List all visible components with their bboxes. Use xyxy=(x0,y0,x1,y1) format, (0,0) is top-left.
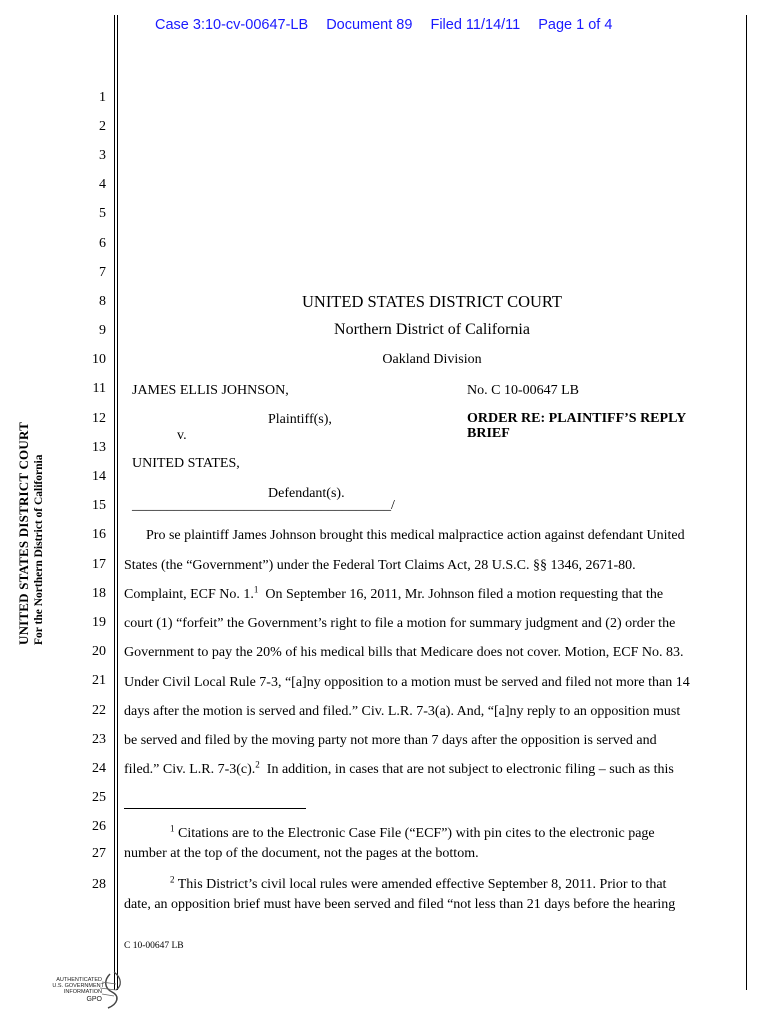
sidebar-district-label xyxy=(33,455,45,645)
line-number: 11 xyxy=(92,381,106,396)
body-line: States (the “Government”) under the Federal Tort Claims Act, 28 U.S.C. §§ 1346, 2671-80. xyxy=(124,558,636,573)
line-number: 7 xyxy=(99,265,106,280)
footnote-ref-2: 2 xyxy=(255,759,260,770)
footnote-2-text: This District’s civil local rules were amended effective September 8, 2011. Prior to that xyxy=(177,877,667,892)
footnote-1-text: Citations are to the Electronic Case File (“ECF”) with pin cites to the electronic page xyxy=(178,826,655,841)
left-margin-rule-1 xyxy=(114,15,115,990)
caption-rule: _____________________________________/ xyxy=(132,498,395,513)
line-number: 26 xyxy=(92,819,106,834)
line-number: 23 xyxy=(92,732,106,747)
filed-date: Filed 11/14/11 xyxy=(430,17,521,33)
line-number: 15 xyxy=(92,498,106,513)
versus: v. xyxy=(177,428,187,443)
footnote-1-line1 xyxy=(170,823,655,842)
sidebar-district: For the Northern District of California xyxy=(33,454,45,645)
ecf-header xyxy=(155,17,626,33)
case-number-caption: No. C 10-00647 LB xyxy=(467,383,579,398)
line-number: 5 xyxy=(99,206,106,221)
page-indicator: Page 1 of 4 xyxy=(538,17,613,33)
body-line: Pro se plaintiff James Johnson brought this medical malpractice action against defendant United xyxy=(146,528,685,543)
line-number: 2 xyxy=(99,119,106,134)
gpo-seal-line3: INFORMATION xyxy=(63,989,102,995)
footnote-mark-1: 1 xyxy=(170,823,175,834)
line-number: 3 xyxy=(99,148,106,163)
line-number: 27 xyxy=(92,846,106,861)
line-number: 9 xyxy=(99,323,106,338)
body-line: be served and filed by the moving party not more than 7 days after the opposition is served and xyxy=(124,733,657,748)
line-number: 25 xyxy=(92,790,106,805)
line-number: 1 xyxy=(99,90,106,105)
body-line-rest: In addition, in cases that are not subject to electronic filing – such as this xyxy=(266,762,674,777)
sidebar-court-label xyxy=(16,422,32,645)
court-district: Northern District of California xyxy=(334,321,530,338)
line-number: 28 xyxy=(92,877,106,892)
plaintiff-role: Plaintiff(s), xyxy=(268,412,332,427)
line-number: 12 xyxy=(92,411,106,426)
line-number: 6 xyxy=(99,236,106,251)
body-line: Under Civil Local Rule 7-3, “[a]ny opposition to a motion must be served and filed not more than 14 xyxy=(124,675,690,690)
body-line: Government to pay the 20% of his medical bills that Medicare does not cover. Motion, ECF No. 83. xyxy=(124,645,684,660)
line-number: 8 xyxy=(99,294,106,309)
order-title-line1: ORDER RE: PLAINTIFF’S REPLY xyxy=(467,411,687,426)
body-line: court (1) “forfeit” the Government’s right to file a motion for summary judgment and (2) order the xyxy=(124,616,676,631)
document-number: Document 89 xyxy=(326,17,413,33)
footnote-mark-2: 2 xyxy=(170,874,175,885)
line-number: 4 xyxy=(99,177,106,192)
court-name: UNITED STATES DISTRICT COURT xyxy=(301,292,562,311)
body-line: days after the motion is served and filed.” Civ. L.R. 7-3(a). And, “[a]ny reply to an opposition must xyxy=(124,704,681,719)
line-number: 16 xyxy=(92,527,106,542)
line-number: 14 xyxy=(92,469,106,484)
line-number: 20 xyxy=(92,644,106,659)
line-number: 21 xyxy=(92,673,106,688)
sidebar-court: UNITED STATES DISTRICT COURT xyxy=(16,422,31,645)
footnote-2-line1 xyxy=(170,874,667,893)
footnote-1-line2: number at the top of the document, not the pages at the bottom. xyxy=(124,846,479,861)
body-line-start: Complaint, ECF No. 1. xyxy=(124,587,254,602)
line-number: 17 xyxy=(92,557,106,572)
line-number: 13 xyxy=(92,440,106,455)
line-number: 10 xyxy=(92,352,106,367)
footer-case-number: C 10-00647 LB xyxy=(124,941,184,951)
footnote-ref-1: 1 xyxy=(253,584,259,595)
footnote-2-line2: date, an opposition brief must have been served and filed “not less than 21 days before the hearing xyxy=(124,897,676,912)
left-margin-rule-2 xyxy=(117,15,118,990)
court-division: Oakland Division xyxy=(382,352,482,367)
body-line-start: filed.” Civ. L.R. 7-3(c). xyxy=(124,762,256,777)
defendant-name: UNITED STATES, xyxy=(132,456,240,471)
line-number: 18 xyxy=(92,586,106,601)
body-line xyxy=(124,584,664,603)
gpo-seal xyxy=(42,970,132,1010)
plaintiff-name: JAMES ELLIS JOHNSON, xyxy=(132,383,289,398)
case-number: Case 3:10-cv-00647-LB xyxy=(155,17,309,33)
line-number: 22 xyxy=(92,703,106,718)
order-title-line2: BRIEF xyxy=(467,426,510,441)
footnote-separator xyxy=(124,808,306,809)
right-margin-rule xyxy=(746,15,747,990)
body-line-rest: On September 16, 2011, Mr. Johnson filed a motion requesting that the xyxy=(265,587,664,602)
gpo-seal-line4: GPO xyxy=(86,996,102,1003)
gpo-seal-line1: AUTHENTICATED xyxy=(56,977,102,983)
defendant-role: Defendant(s). xyxy=(268,486,345,501)
gpo-seal-line2: U.S. GOVERNMENT xyxy=(52,983,104,989)
body-line xyxy=(124,759,674,778)
line-number: 19 xyxy=(92,615,106,630)
line-number: 24 xyxy=(92,761,106,776)
